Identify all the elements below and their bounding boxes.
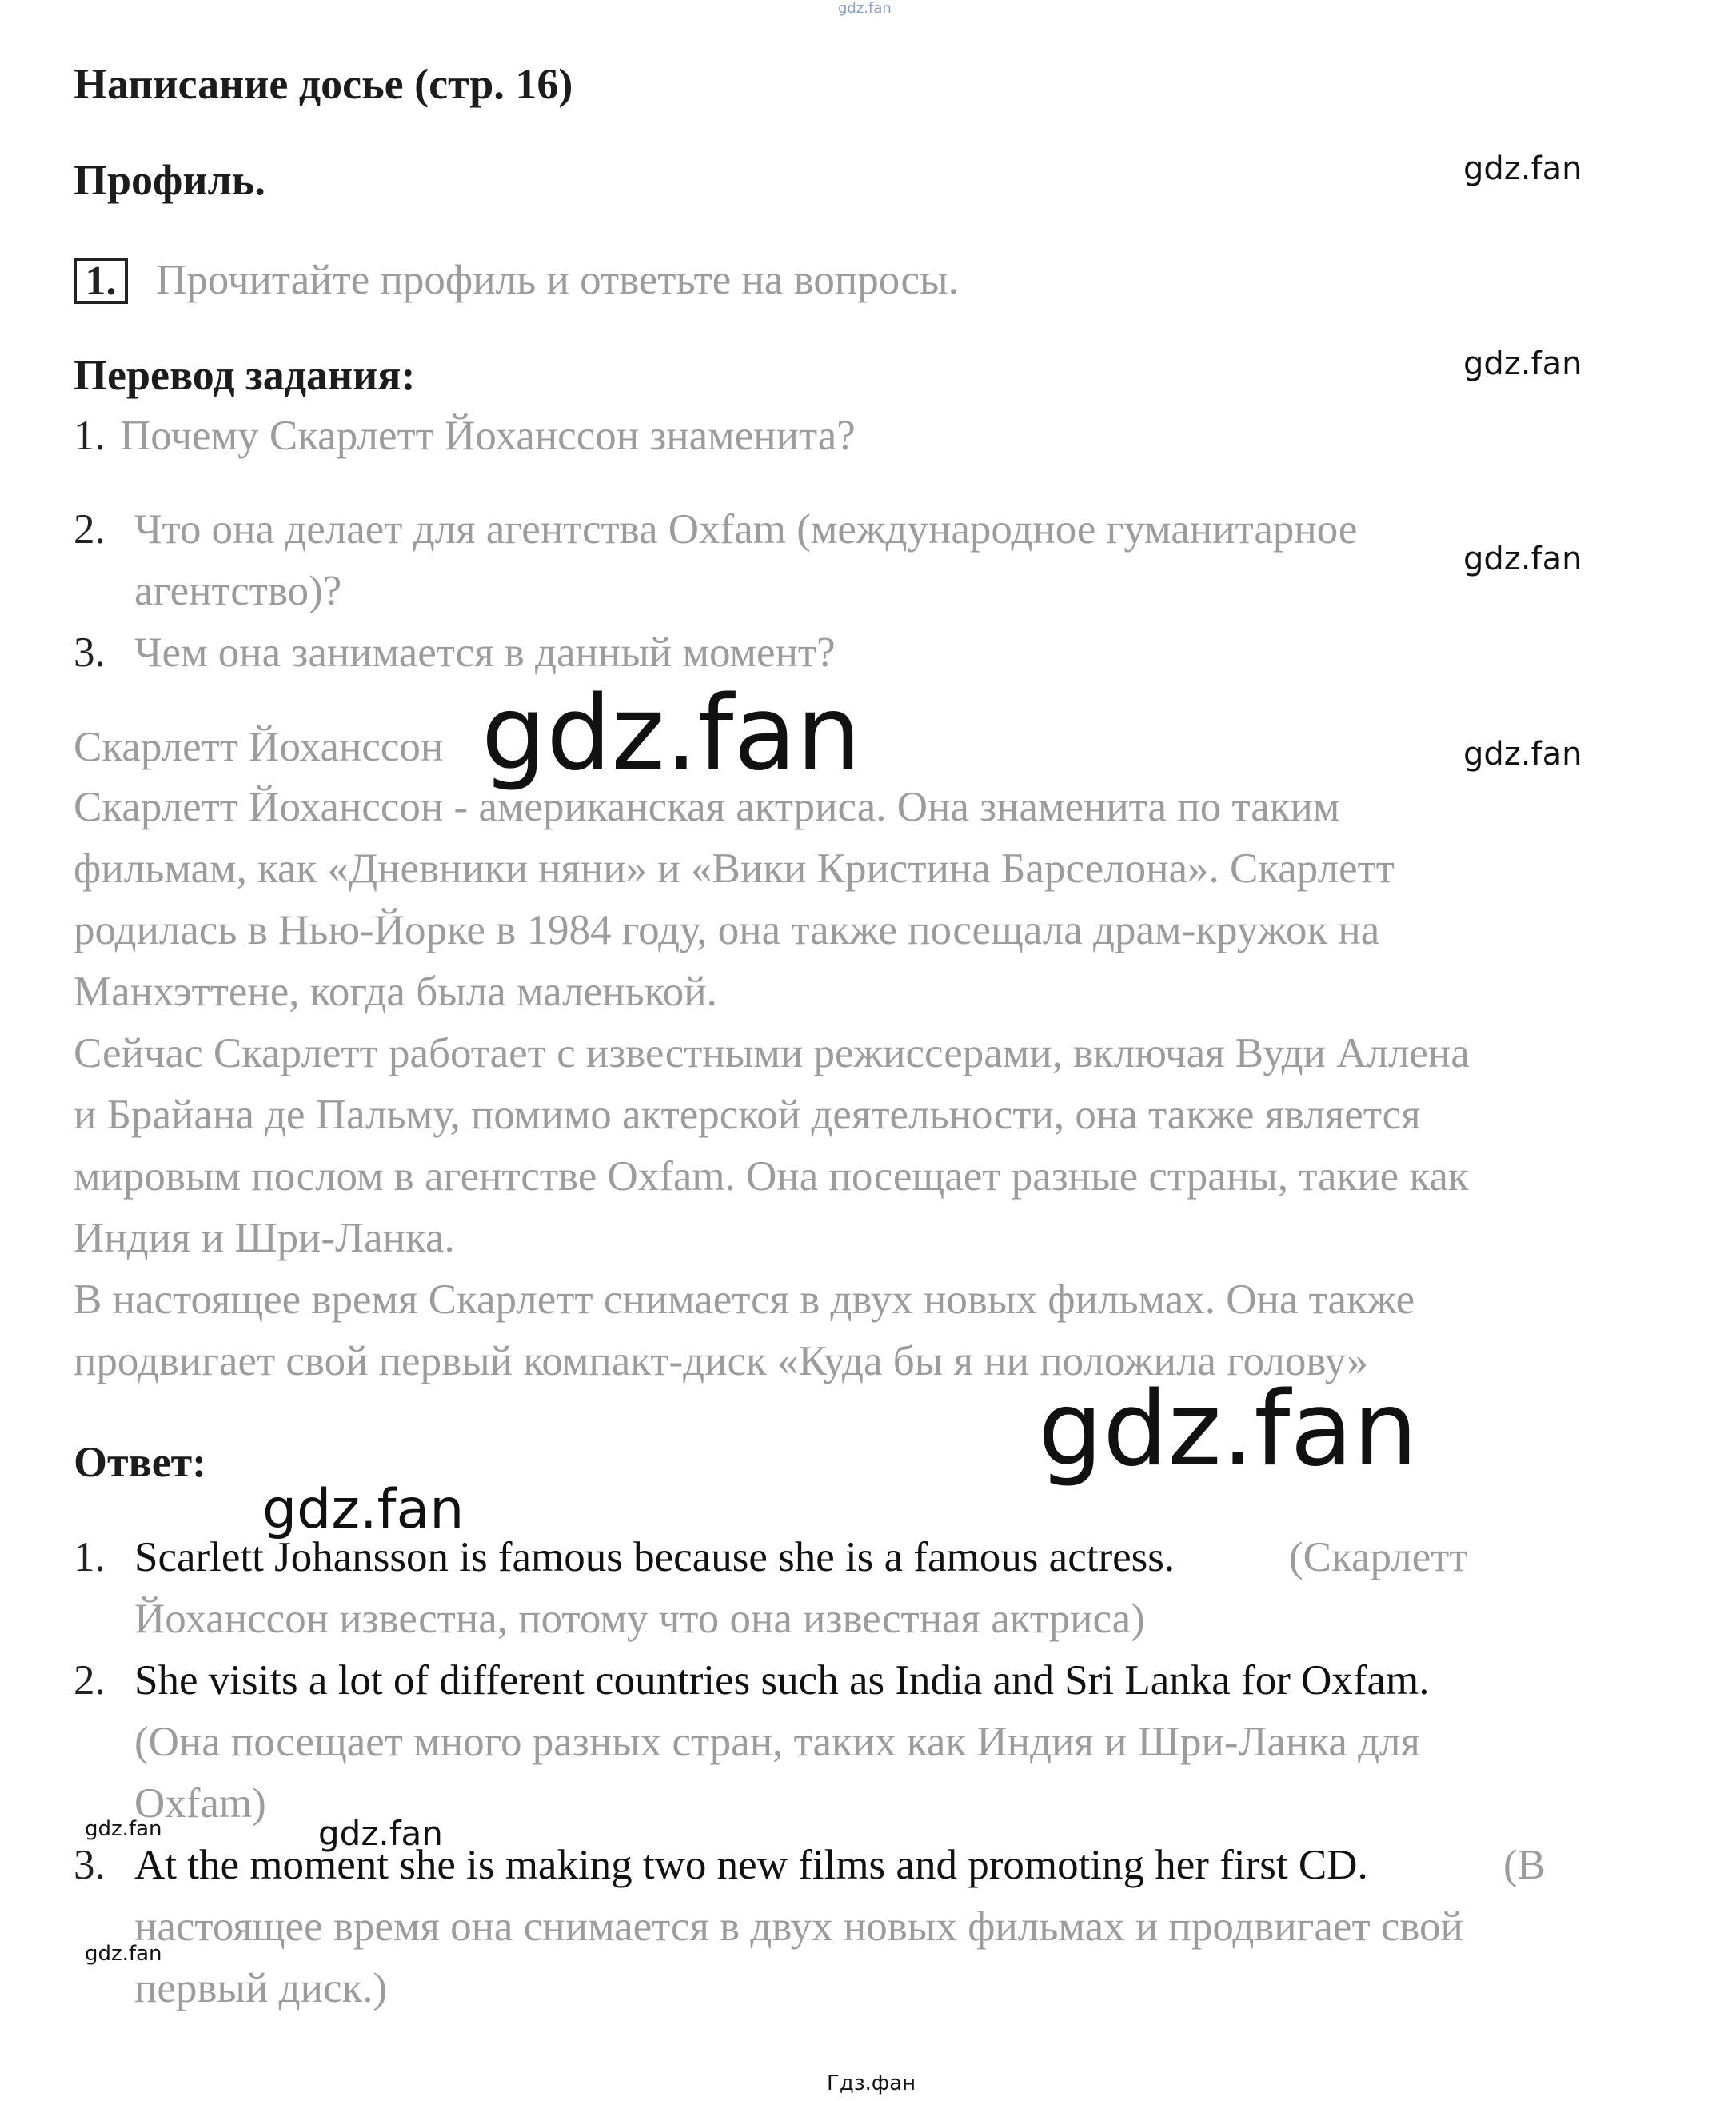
watermark-tiny: gdz.fan [85,1942,162,1966]
page-title: Написание досье (стр. 16) [74,60,573,108]
question-2-number: 2. [74,506,106,553]
answer-2-number: 2. [74,1657,106,1704]
answer-2-english: She visits a lot of different countries such as India and Sri Lanka for Oxfam. [134,1657,1430,1704]
footer-watermark: Гдз.фан [827,2071,916,2095]
question-2-text-line2: агентство)? [134,568,342,614]
text-line: Сейчас Скарлетт работает с известными режиссерами, включая Вуди Аллена [74,1030,1470,1076]
answer-1-russian-line2: Йоханссон известна, потому что она известная актриса) [134,1596,1145,1642]
answer-3-number: 3. [74,1842,106,1888]
watermark-small: gdz.fan [1463,150,1582,187]
watermark-small: gdz.fan [1463,346,1582,382]
watermark-small: gdz.fan [1463,541,1582,577]
question-3-text: Чем она занимается в данный момент? [134,629,836,676]
answer-2-russian-line1: (Она посещает много разных стран, таких как Индия и Шри-Ланка для [134,1719,1420,1765]
page-subtitle: Профиль. [74,156,265,204]
question-3-number: 3. [74,629,106,676]
text-line: и Брайана де Пальму, помимо актерской деятельности, она также является [74,1092,1421,1138]
text-title: Скарлетт Йоханссон [74,724,444,770]
watermark-small: gdz.fan [1463,736,1582,773]
question-2-text-line1: Что она делает для агентства Oxfam (международное гуманитарное [134,506,1358,553]
answer-1-russian-line1: (Скарлетт [1289,1534,1468,1580]
text-line: продвигает свой первый компакт-диск «Куда бы я ни положила голову» [74,1338,1368,1384]
text-line: родилась в Нью-Йорке в 1984 году, она также посещала драм-кружок на [74,907,1380,953]
text-line: Манхэттене, когда была маленькой. [74,969,717,1015]
watermark-large: gdz.fan [481,674,861,793]
answer-2-russian-line2: Oxfam) [134,1780,266,1827]
answer-3-russian-line3: первый диск.) [134,1965,388,2011]
answer-1-english: Scarlett Johansson is famous because she is a famous actress. [134,1534,1175,1580]
text-line: фильмам, как «Дневники няни» и «Вики Кристина Барселона». Скарлетт [74,845,1395,892]
answer-3-russian-line2: настоящее время она снимается в двух новых фильмах и продвигает свой [134,1903,1463,1950]
top-watermark: gdz.fan [838,0,892,17]
task-number-box: 1. [74,258,128,304]
text-line: Скарлетт Йоханссон - американская актриса. Она знаменита по таким [74,784,1340,830]
answer-1-number: 1. [74,1534,106,1580]
text-line: Индия и Шри-Ланка. [74,1215,455,1261]
task-instruction: Прочитайте профиль и ответьте на вопросы. [156,257,959,303]
watermark-large: gdz.fan [1038,1370,1418,1489]
translation-heading: Перевод задания: [74,351,416,399]
watermark-small: gdz.fan [318,1814,443,1853]
text-line: В настоящее время Скарлетт снимается в двух новых фильмах. Она также [74,1276,1415,1323]
answer-heading: Ответ: [74,1438,207,1486]
answer-3-russian-line1: (В [1503,1842,1546,1888]
watermark-medium: gdz.fan [262,1478,465,1541]
question-1-number: 1. [74,413,106,459]
watermark-tiny: gdz.fan [85,1817,162,1841]
answer-3-english: At the moment she is making two new films and promoting her first CD. [134,1842,1368,1888]
text-line: мировым послом в агентстве Oxfam. Она посещает разные страны, такие как [74,1153,1469,1200]
question-1-text: Почему Скарлетт Йоханссон знаменита? [120,413,856,459]
